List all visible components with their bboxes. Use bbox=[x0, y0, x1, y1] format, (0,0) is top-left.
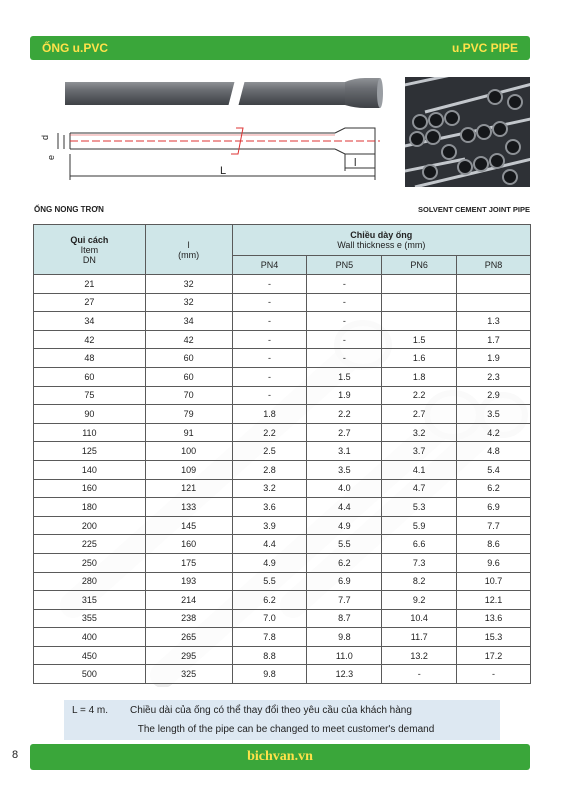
table-row bbox=[34, 572, 531, 591]
table-cell: 8.7 bbox=[307, 609, 382, 628]
table-cell: 4.1 bbox=[382, 460, 457, 479]
pipe-drawing bbox=[40, 70, 390, 195]
table-cell: 6.2 bbox=[307, 553, 382, 572]
table-cell: 13.2 bbox=[382, 646, 457, 665]
table-cell: 4.4 bbox=[232, 535, 307, 554]
table-cell: 133 bbox=[145, 498, 232, 517]
table-cell: 5.3 bbox=[382, 498, 457, 517]
table-cell bbox=[382, 275, 457, 294]
table-cell: 4.2 bbox=[457, 423, 531, 442]
pn-header: PN4 bbox=[232, 256, 307, 275]
table-cell: 1.8 bbox=[232, 405, 307, 424]
table-cell: 4.4 bbox=[307, 498, 382, 517]
table-cell bbox=[382, 312, 457, 331]
table-cell: - bbox=[307, 275, 382, 294]
footer-site: bichvan.vn bbox=[247, 749, 313, 764]
caption-right: SOLVENT CEMENT JOINT PIPE bbox=[418, 205, 530, 214]
table-cell: 32 bbox=[145, 275, 232, 294]
col-length-symbol: l bbox=[187, 239, 190, 250]
table-cell: 6.9 bbox=[457, 498, 531, 517]
table-cell: 60 bbox=[34, 367, 146, 386]
table-cell: 325 bbox=[145, 665, 232, 684]
table-row bbox=[34, 479, 531, 498]
table-row bbox=[34, 609, 531, 628]
table-cell: 2.2 bbox=[307, 405, 382, 424]
table-cell: 10.7 bbox=[457, 572, 531, 591]
table-cell: 5.5 bbox=[307, 535, 382, 554]
table-row bbox=[34, 516, 531, 535]
table-cell: 500 bbox=[34, 665, 146, 684]
table-cell: 295 bbox=[145, 646, 232, 665]
table-cell: 91 bbox=[145, 423, 232, 442]
pipe-stack-photo bbox=[405, 77, 530, 187]
table-cell: 60 bbox=[145, 367, 232, 386]
header-left-title: ỐNG u.PVC bbox=[42, 41, 109, 55]
table-cell: 2.2 bbox=[382, 386, 457, 405]
table-cell: 121 bbox=[145, 479, 232, 498]
table-cell: 9.2 bbox=[382, 591, 457, 610]
table-cell: 3.5 bbox=[457, 405, 531, 424]
label-l: l bbox=[354, 157, 357, 169]
table-cell: 48 bbox=[34, 349, 146, 368]
table-cell: 13.6 bbox=[457, 609, 531, 628]
table-cell: 7.0 bbox=[232, 609, 307, 628]
header-bar bbox=[30, 36, 530, 60]
table-cell: 7.7 bbox=[307, 591, 382, 610]
table-cell: - bbox=[307, 349, 382, 368]
table-cell: 2.2 bbox=[232, 423, 307, 442]
table-cell: 6.2 bbox=[457, 479, 531, 498]
table-cell: 15.3 bbox=[457, 628, 531, 647]
table-cell: 11.0 bbox=[307, 646, 382, 665]
table-cell: 9.8 bbox=[232, 665, 307, 684]
table-cell: 9.6 bbox=[457, 553, 531, 572]
table-cell: - bbox=[232, 386, 307, 405]
table-cell: - bbox=[232, 275, 307, 294]
table-row bbox=[34, 460, 531, 479]
footer-bar bbox=[30, 744, 530, 770]
col-length-header bbox=[145, 225, 232, 275]
table-cell: 8.8 bbox=[232, 646, 307, 665]
table-cell: 11.7 bbox=[382, 628, 457, 647]
table-cell: 4.0 bbox=[307, 479, 382, 498]
table-cell: 175 bbox=[145, 553, 232, 572]
table-cell: - bbox=[232, 293, 307, 312]
table-cell: 3.6 bbox=[232, 498, 307, 517]
table-cell: 21 bbox=[34, 275, 146, 294]
table-cell: 7.3 bbox=[382, 553, 457, 572]
table-cell: 34 bbox=[34, 312, 146, 331]
length-note bbox=[64, 700, 500, 740]
table-cell: 400 bbox=[34, 628, 146, 647]
page-number: 8 bbox=[12, 749, 19, 761]
table-cell bbox=[457, 275, 531, 294]
table-row bbox=[34, 646, 531, 665]
pipe-photo-render bbox=[65, 78, 383, 108]
header-row bbox=[34, 225, 531, 256]
table-cell: 2.5 bbox=[232, 442, 307, 461]
table-cell: - bbox=[232, 349, 307, 368]
table-row bbox=[34, 535, 531, 554]
table-cell: 3.1 bbox=[307, 442, 382, 461]
table-cell: 1.3 bbox=[457, 312, 531, 331]
table-cell: 1.5 bbox=[307, 367, 382, 386]
col-length-unit: (mm) bbox=[178, 249, 200, 260]
table-cell: 180 bbox=[34, 498, 146, 517]
table-cell: 315 bbox=[34, 591, 146, 610]
table-row bbox=[34, 367, 531, 386]
note-vi-text: Chiều dài của ống có thể thay đổi theo yêu cầu của khách hàng bbox=[130, 705, 412, 716]
table-cell: - bbox=[307, 312, 382, 331]
table-cell: - bbox=[232, 312, 307, 331]
table-cell: 3.2 bbox=[382, 423, 457, 442]
label-d: d bbox=[40, 134, 50, 140]
table-cell: 5.9 bbox=[382, 516, 457, 535]
table-row bbox=[34, 591, 531, 610]
table-cell: 42 bbox=[145, 330, 232, 349]
table-cell: 12.1 bbox=[457, 591, 531, 610]
table-cell: 34 bbox=[145, 312, 232, 331]
table-cell: 6.6 bbox=[382, 535, 457, 554]
header-right-title: u.PVC PIPE bbox=[451, 41, 518, 55]
table-cell: 160 bbox=[34, 479, 146, 498]
table-cell: 32 bbox=[145, 293, 232, 312]
spec-table-body bbox=[34, 275, 531, 684]
table-row bbox=[34, 498, 531, 517]
table-cell: 2.7 bbox=[307, 423, 382, 442]
table-cell: 42 bbox=[34, 330, 146, 349]
table-cell: 193 bbox=[145, 572, 232, 591]
note-en-text: The length of the pipe can be changed to meet customer's demand bbox=[137, 724, 435, 735]
table-cell: - bbox=[307, 330, 382, 349]
table-cell: 238 bbox=[145, 609, 232, 628]
col-item-header bbox=[34, 225, 146, 275]
table-cell: 60 bbox=[145, 349, 232, 368]
table-row bbox=[34, 665, 531, 684]
table-cell: 280 bbox=[34, 572, 146, 591]
table-cell: 1.8 bbox=[382, 367, 457, 386]
table-row bbox=[34, 275, 531, 294]
table-row bbox=[34, 405, 531, 424]
table-cell: 1.5 bbox=[382, 330, 457, 349]
wall-thickness-vi: Chiều dày ống bbox=[350, 230, 413, 240]
table-cell: 4.8 bbox=[457, 442, 531, 461]
table-cell: 2.8 bbox=[232, 460, 307, 479]
table-cell: 4.9 bbox=[232, 553, 307, 572]
table-cell: 3.5 bbox=[307, 460, 382, 479]
table-cell: 5.5 bbox=[232, 572, 307, 591]
table-cell: 355 bbox=[34, 609, 146, 628]
table-cell: 17.2 bbox=[457, 646, 531, 665]
table-cell: 79 bbox=[145, 405, 232, 424]
table-row bbox=[34, 628, 531, 647]
table-row bbox=[34, 293, 531, 312]
table-cell: 3.2 bbox=[232, 479, 307, 498]
table-cell: 160 bbox=[145, 535, 232, 554]
pipe-technical-drawing bbox=[58, 128, 380, 180]
table-row bbox=[34, 330, 531, 349]
table-cell: 3.7 bbox=[382, 442, 457, 461]
table-cell: 200 bbox=[34, 516, 146, 535]
label-e: e bbox=[46, 154, 56, 160]
table-cell: 12.3 bbox=[307, 665, 382, 684]
col-item-dn: DN bbox=[82, 254, 96, 265]
table-cell: - bbox=[232, 367, 307, 386]
table-cell bbox=[382, 293, 457, 312]
table-cell: 1.7 bbox=[457, 330, 531, 349]
table-cell: 2.7 bbox=[382, 405, 457, 424]
table-cell: 265 bbox=[145, 628, 232, 647]
table-row bbox=[34, 423, 531, 442]
table-cell: - bbox=[457, 665, 531, 684]
table-cell: 4.9 bbox=[307, 516, 382, 535]
table-cell: 2.9 bbox=[457, 386, 531, 405]
pn-header: PN5 bbox=[307, 256, 382, 275]
table-cell: - bbox=[307, 293, 382, 312]
table-cell: 140 bbox=[34, 460, 146, 479]
table-cell: 250 bbox=[34, 553, 146, 572]
table-cell: 214 bbox=[145, 591, 232, 610]
label-L: L bbox=[220, 165, 227, 177]
table-cell: 7.8 bbox=[232, 628, 307, 647]
table-cell: 1.9 bbox=[307, 386, 382, 405]
wall-thickness-header bbox=[232, 225, 530, 256]
table-cell: 90 bbox=[34, 405, 146, 424]
table-cell: 2.3 bbox=[457, 367, 531, 386]
table-cell: 8.2 bbox=[382, 572, 457, 591]
table-cell: - bbox=[382, 665, 457, 684]
table-row bbox=[34, 553, 531, 572]
table-cell: 3.9 bbox=[232, 516, 307, 535]
table-cell: 1.9 bbox=[457, 349, 531, 368]
table-cell: 9.8 bbox=[307, 628, 382, 647]
table-cell: 100 bbox=[145, 442, 232, 461]
table-row bbox=[34, 312, 531, 331]
table-cell: 125 bbox=[34, 442, 146, 461]
pn-header: PN6 bbox=[382, 256, 457, 275]
col-item-vi: Qui cách bbox=[70, 234, 109, 245]
table-cell: 145 bbox=[145, 516, 232, 535]
col-item-en: Item bbox=[80, 244, 99, 255]
table-cell: 6.9 bbox=[307, 572, 382, 591]
table-cell: 8.6 bbox=[457, 535, 531, 554]
table-cell: 70 bbox=[145, 386, 232, 405]
spec-table bbox=[33, 224, 531, 684]
table-cell: 6.2 bbox=[232, 591, 307, 610]
table-row bbox=[34, 442, 531, 461]
table-cell: 4.7 bbox=[382, 479, 457, 498]
table-cell: 27 bbox=[34, 293, 146, 312]
table-cell: 225 bbox=[34, 535, 146, 554]
wall-thickness-en: Wall thickness e (mm) bbox=[337, 240, 426, 250]
table-cell: 7.7 bbox=[457, 516, 531, 535]
caption-left: ỐNG NONG TRƠN bbox=[34, 205, 104, 214]
table-cell: 5.4 bbox=[457, 460, 531, 479]
table-cell: 1.6 bbox=[382, 349, 457, 368]
table-cell: - bbox=[232, 330, 307, 349]
table-row bbox=[34, 386, 531, 405]
table-cell: 110 bbox=[34, 423, 146, 442]
table-cell: 109 bbox=[145, 460, 232, 479]
table-cell: 10.4 bbox=[382, 609, 457, 628]
table-row bbox=[34, 349, 531, 368]
pn-header: PN8 bbox=[457, 256, 531, 275]
note-line-vi bbox=[72, 701, 500, 720]
table-cell: 75 bbox=[34, 386, 146, 405]
table-cell: 450 bbox=[34, 646, 146, 665]
note-length: L = 4 m. bbox=[72, 705, 109, 716]
table-cell bbox=[457, 293, 531, 312]
